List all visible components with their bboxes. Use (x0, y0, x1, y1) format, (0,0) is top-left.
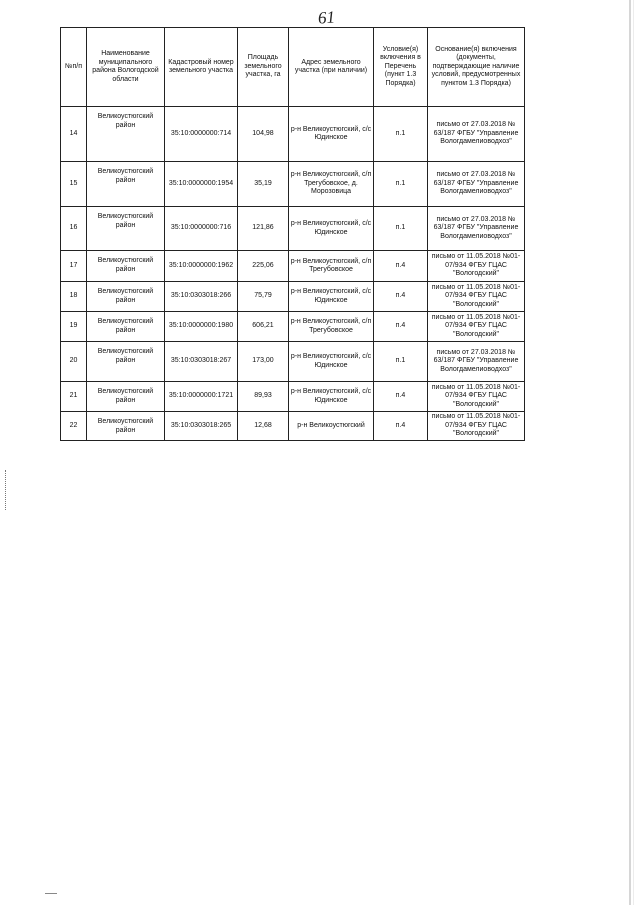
cell-basis: письмо от 11.05.2018 №01-07/934 ФГБУ ГЦАС "Вологодский" (428, 412, 525, 441)
cell-basis: письмо от 11.05.2018 №01-07/934 ФГБУ ГЦАС "Вологодский" (428, 312, 525, 342)
header-basis: Основание(я) включения (документы, подтверждающие наличие условий, предусмотренных пунктом 1.3 Порядка) (428, 28, 525, 107)
cell-address: р-н Великоустюгский, с/с Юдинское (289, 342, 374, 382)
cell-district: Великоустюгский район (87, 251, 165, 282)
cell-cadastral: 35:10:0303018:266 (165, 282, 238, 312)
table-header-row (61, 28, 525, 107)
header-num: №п/п (61, 28, 87, 107)
cell-district: Великоустюгский район (87, 282, 165, 312)
cell-district: Великоустюгский район (87, 412, 165, 441)
cell-condition: п.1 (374, 162, 428, 207)
cell-cadastral: 35:10:0303018:265 (165, 412, 238, 441)
cell-address: р-н Великоустюгский (289, 412, 374, 441)
header-condition: Условие(я) включения в Перечень (пункт 1.3 Порядка) (374, 28, 428, 107)
cell-condition: п.4 (374, 382, 428, 412)
cell-basis: письмо от 27.03.2018 № 63/187 ФГБУ "Управление Вологдамелиоводхоз" (428, 162, 525, 207)
cell-address: р-н Великоустюгский, с/с Юдинское (289, 207, 374, 251)
table-row (61, 162, 525, 207)
table-row (61, 251, 525, 282)
cell-num: 18 (61, 282, 87, 312)
cell-district: Великоустюгский район (87, 382, 165, 412)
cell-address: р-н Великоустюгский, с/п Трегубовское, д. Морозовица (289, 162, 374, 207)
table-row (61, 312, 525, 342)
table-row (61, 382, 525, 412)
cell-area: 121,86 (238, 207, 289, 251)
cell-cadastral: 35:10:0000000:1962 (165, 251, 238, 282)
scan-margin-marks (5, 470, 7, 510)
cell-cadastral: 35:10:0000000:1954 (165, 162, 238, 207)
cell-area: 12,68 (238, 412, 289, 441)
header-district: Наименование муниципального района Вологодской области (87, 28, 165, 107)
cell-num: 16 (61, 207, 87, 251)
cell-address: р-н Великоустюгский, с/с Юдинское (289, 382, 374, 412)
cell-district: Великоустюгский район (87, 207, 165, 251)
cell-area: 606,21 (238, 312, 289, 342)
table-row (61, 207, 525, 251)
cell-condition: п.1 (374, 342, 428, 382)
cell-district: Великоустюгский район (87, 107, 165, 162)
cell-area: 89,93 (238, 382, 289, 412)
cell-area: 104,98 (238, 107, 289, 162)
cell-district: Великоустюгский район (87, 312, 165, 342)
cell-area: 35,19 (238, 162, 289, 207)
cell-basis: письмо от 27.03.2018 № 63/187 ФГБУ "Управление Вологдамелиоводхоз" (428, 107, 525, 162)
cell-condition: п.4 (374, 312, 428, 342)
cell-condition: п.4 (374, 251, 428, 282)
cell-num: 22 (61, 412, 87, 441)
cell-num: 14 (61, 107, 87, 162)
cell-condition: п.1 (374, 207, 428, 251)
cell-district: Великоустюгский район (87, 342, 165, 382)
header-cadastral: Кадастровый номер земельного участка (165, 28, 238, 107)
cell-district: Великоустюгский район (87, 162, 165, 207)
cell-address: р-н Великоустюгский, с/п Трегубовское (289, 251, 374, 282)
cell-num: 20 (61, 342, 87, 382)
cell-cadastral: 35:10:0000000:1980 (165, 312, 238, 342)
table-row (61, 342, 525, 382)
cell-area: 225,06 (238, 251, 289, 282)
cell-basis: письмо от 11.05.2018 №01-07/934 ФГБУ ГЦАС "Вологодский" (428, 251, 525, 282)
cell-cadastral: 35:10:0303018:267 (165, 342, 238, 382)
cell-basis: письмо от 11.05.2018 №01-07/934 ФГБУ ГЦАС "Вологодский" (428, 382, 525, 412)
header-area: Площадь земельного участка, га (238, 28, 289, 107)
cell-address: р-н Великоустюгский, с/п Трегубовское (289, 312, 374, 342)
cell-basis: письмо от 27.03.2018 № 63/187 ФГБУ "Управление Вологдамелиоводхоз" (428, 207, 525, 251)
cell-condition: п.1 (374, 107, 428, 162)
cell-address: р-н Великоустюгский, с/с Юдинское (289, 282, 374, 312)
cell-cadastral: 35:10:0000000:714 (165, 107, 238, 162)
scan-bottom-mark (45, 893, 57, 894)
table-row (61, 107, 525, 162)
cell-area: 75,79 (238, 282, 289, 312)
table-row (61, 412, 525, 441)
cell-cadastral: 35:10:0000000:716 (165, 207, 238, 251)
cell-basis: письмо от 27.03.2018 № 63/187 ФГБУ "Управление Вологдамелиоводхоз" (428, 342, 525, 382)
table-row (61, 282, 525, 312)
cell-num: 17 (61, 251, 87, 282)
cell-basis: письмо от 11.05.2018 №01-07/934 ФГБУ ГЦАС "Вологодский" (428, 282, 525, 312)
cell-num: 21 (61, 382, 87, 412)
scan-edge-line (629, 0, 631, 905)
page-number: 61 (317, 7, 336, 28)
cell-area: 173,00 (238, 342, 289, 382)
header-address: Адрес земельного участка (при наличии) (289, 28, 374, 107)
cell-condition: п.4 (374, 412, 428, 441)
cell-cadastral: 35:10:0000000:1721 (165, 382, 238, 412)
cell-num: 19 (61, 312, 87, 342)
land-plots-table (60, 27, 525, 441)
cell-condition: п.4 (374, 282, 428, 312)
cell-address: р-н Великоустюгский, с/с Юдинское (289, 107, 374, 162)
scan-edge-line-faint (633, 0, 634, 905)
cell-num: 15 (61, 162, 87, 207)
